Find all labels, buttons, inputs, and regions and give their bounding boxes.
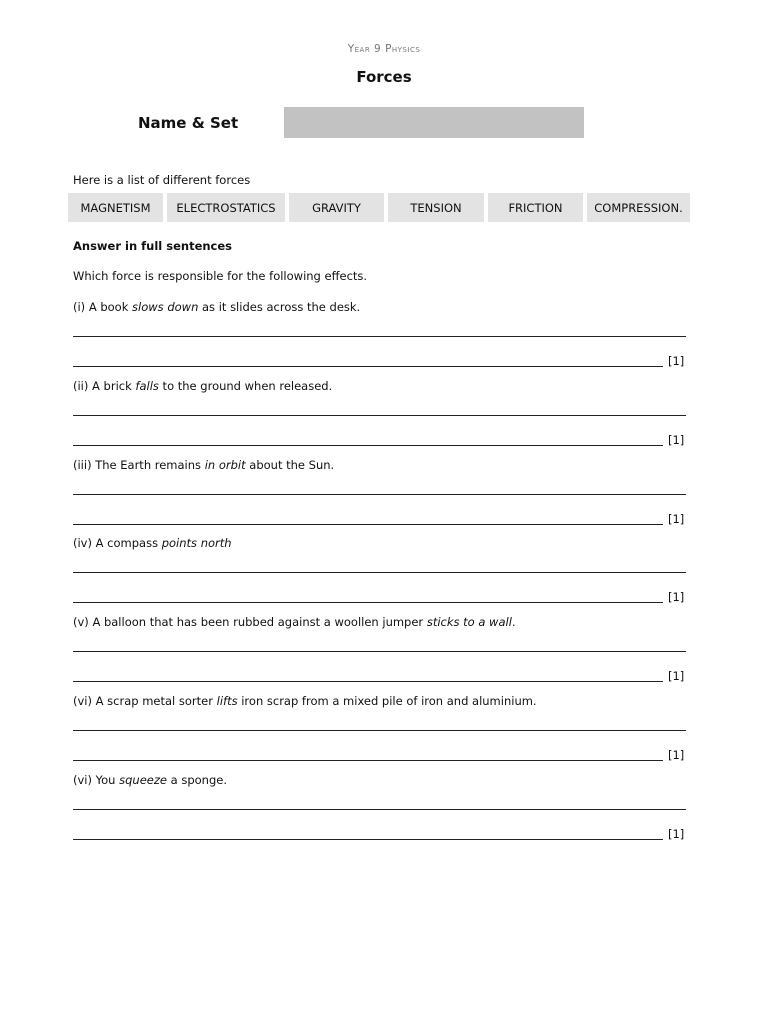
- marks-label: [1]: [668, 512, 685, 526]
- answer-line[interactable]: [73, 602, 663, 603]
- answer-line[interactable]: [73, 524, 663, 525]
- answer-line[interactable]: [73, 730, 686, 731]
- question-emphasis: in orbit: [204, 458, 246, 472]
- question-number: (iii): [73, 458, 92, 472]
- marks-label: [1]: [668, 354, 685, 368]
- question-text: [73, 615, 516, 629]
- marks-label: [1]: [668, 669, 685, 683]
- question-emphasis: slows down: [132, 300, 199, 314]
- page-title: Forces: [356, 68, 412, 86]
- question-emphasis: points north: [161, 536, 232, 550]
- answer-line[interactable]: [73, 445, 663, 446]
- question-text-after: as it slides across the desk.: [198, 300, 361, 314]
- question-emphasis: lifts: [216, 694, 238, 708]
- answer-line[interactable]: [73, 336, 686, 337]
- marks-label: [1]: [668, 827, 685, 841]
- question-number: (iv): [73, 536, 92, 550]
- answer-line[interactable]: [73, 366, 663, 367]
- marks-label: [1]: [668, 748, 685, 762]
- question-text-after: .: [511, 615, 516, 629]
- answer-line[interactable]: [73, 760, 663, 761]
- instruction: Answer in full sentences: [73, 239, 233, 253]
- question-text: [73, 379, 332, 393]
- answer-line[interactable]: [73, 494, 686, 495]
- question-block: [73, 773, 687, 853]
- marks-label: [1]: [668, 590, 685, 604]
- force-cell: FRICTION: [488, 193, 583, 222]
- question-block: [73, 300, 687, 380]
- question-text-after: about the Sun.: [245, 458, 335, 472]
- question-block: [73, 694, 687, 774]
- answer-line[interactable]: [73, 415, 686, 416]
- question-text-before: A balloon that has been rubbed against a woollen jumper: [92, 615, 427, 629]
- force-cell: ELECTROSTATICS: [167, 193, 285, 222]
- question-text-before: A scrap metal sorter: [95, 694, 217, 708]
- question-number: (v): [73, 615, 89, 629]
- question-block: [73, 536, 687, 616]
- question-lead: Which force is responsible for the following effects.: [73, 269, 368, 283]
- question-text: [73, 300, 360, 314]
- forces-list: [68, 193, 690, 222]
- force-cell: MAGNETISM: [68, 193, 163, 222]
- question-number: (vi): [73, 773, 92, 787]
- answer-line[interactable]: [73, 809, 686, 810]
- answer-line[interactable]: [73, 839, 663, 840]
- force-cell: GRAVITY: [289, 193, 384, 222]
- question-emphasis: falls: [135, 379, 159, 393]
- question-text: [73, 773, 227, 787]
- answer-line[interactable]: [73, 572, 686, 573]
- question-block: [73, 458, 687, 538]
- question-number: (ii): [73, 379, 89, 393]
- question-text-before: A book: [88, 300, 133, 314]
- forces-intro: Here is a list of different forces: [73, 173, 251, 187]
- question-emphasis: sticks to a wall: [426, 615, 512, 629]
- name-set-label: Name & Set: [138, 114, 239, 132]
- question-text-before: A compass: [95, 536, 162, 550]
- name-set-field[interactable]: [284, 107, 584, 138]
- question-number: (i): [73, 300, 86, 314]
- question-text-before: The Earth remains: [95, 458, 205, 472]
- force-cell: TENSION: [388, 193, 484, 222]
- question-emphasis: squeeze: [119, 773, 167, 787]
- question-text-after: a sponge.: [166, 773, 227, 787]
- question-text-after: to the ground when released.: [158, 379, 333, 393]
- answer-line[interactable]: [73, 681, 663, 682]
- force-cell: COMPRESSION.: [587, 193, 690, 222]
- question-block: [73, 379, 687, 459]
- subject-heading: Year 9 Physics: [347, 43, 421, 55]
- question-text-after: iron scrap from a mixed pile of iron and aluminium.: [237, 694, 537, 708]
- answer-line[interactable]: [73, 651, 686, 652]
- question-text: [73, 536, 232, 550]
- question-number: (vi): [73, 694, 92, 708]
- question-text-before: You: [95, 773, 120, 787]
- question-text: [73, 458, 334, 472]
- question-text: [73, 694, 537, 708]
- question-text-before: A brick: [92, 379, 136, 393]
- question-block: [73, 615, 687, 695]
- marks-label: [1]: [668, 433, 685, 447]
